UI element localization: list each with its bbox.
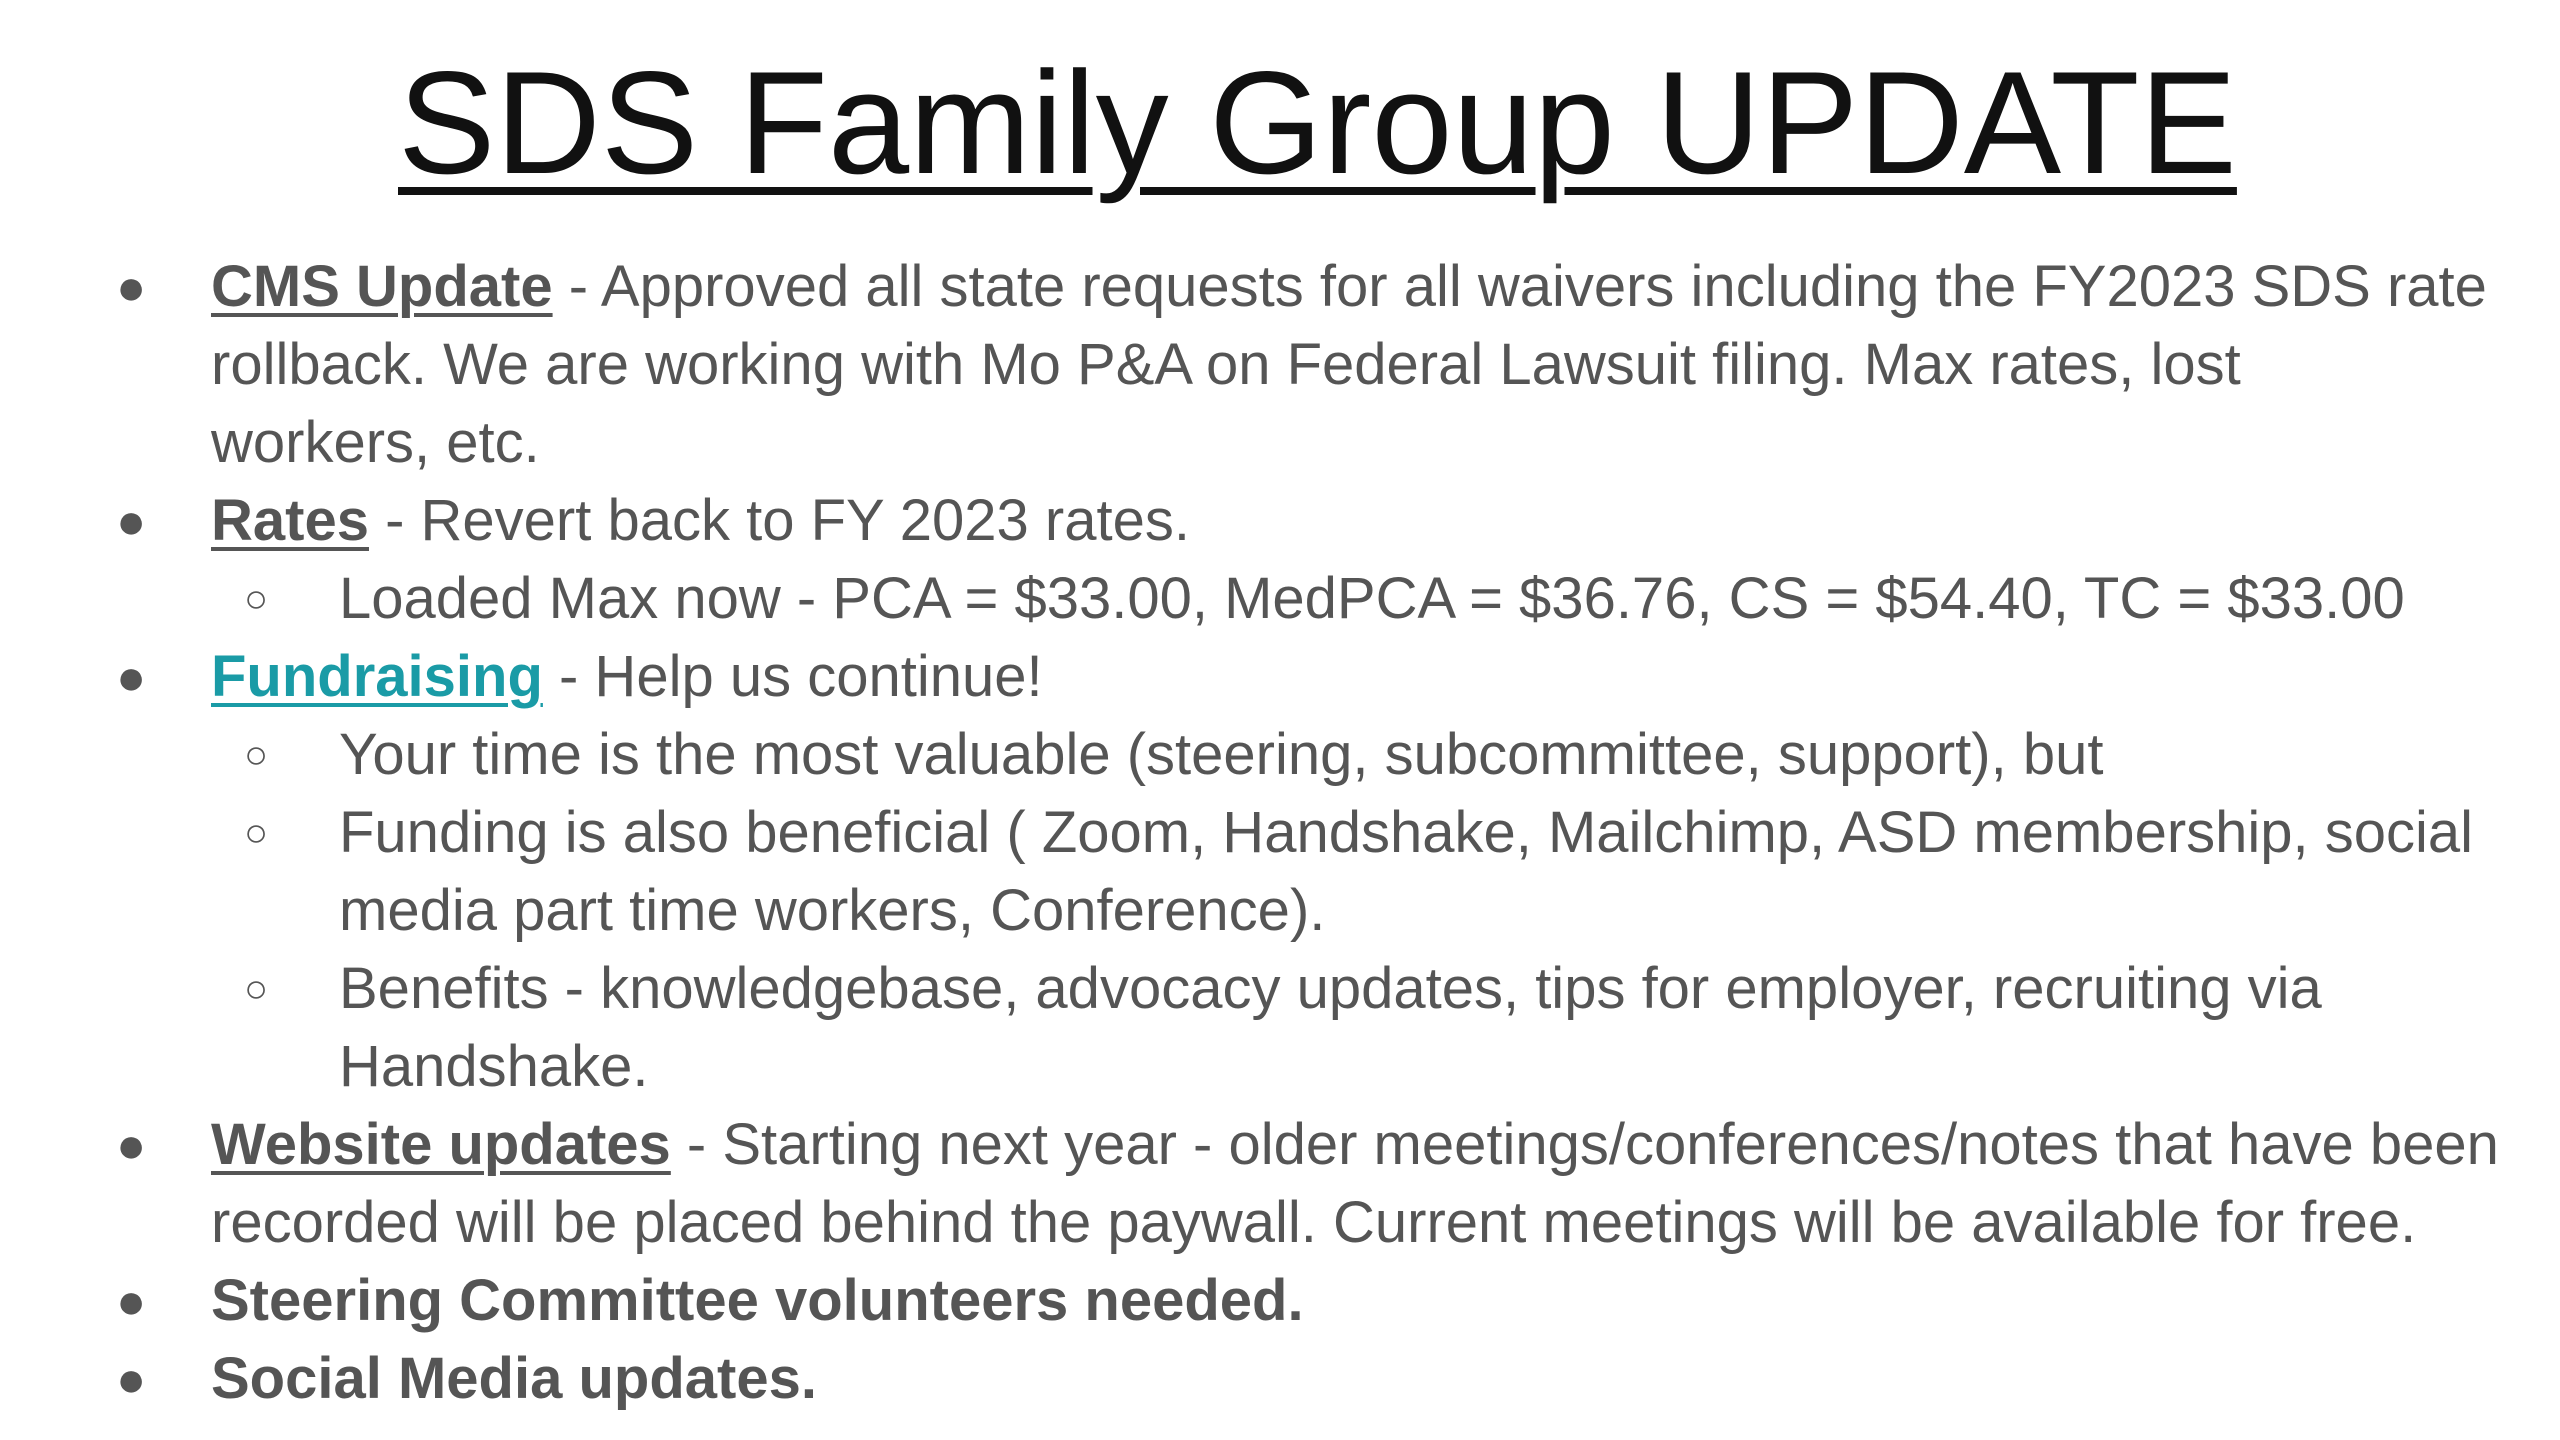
list-item-rates-max <box>0 560 2560 638</box>
list-item-line <box>211 248 2560 326</box>
list-item-fundraising-funding <box>0 794 2560 950</box>
cms-update-text-line2: rollback. We are working with Mo P&A on Federal Lawsuit filing. Max rates, lost <box>211 332 2241 397</box>
list-item-steering-committee <box>0 1262 2560 1340</box>
social-media-text: Social Media updates. <box>211 1346 817 1411</box>
page-title: SDS Family Group UPDATE <box>398 41 2237 204</box>
rates-heading: Rates <box>211 488 369 553</box>
rates-max-text: Loaded Max now - PCA = $33.00, MedPCA = $36.76, CS = $54.40, TC = $33.00 <box>339 566 2405 631</box>
list-item-fundraising-benefits <box>0 950 2560 1106</box>
website-updates-heading: Website updates <box>211 1112 671 1177</box>
bullet-icon: ● <box>116 1117 147 1173</box>
bullet-icon: ● <box>116 493 147 549</box>
bullet-list <box>0 248 2560 1418</box>
website-updates-text: - Starting next year - older meetings/conferences/notes that have been <box>670 1112 2499 1177</box>
website-updates-text-line2: recorded will be placed behind the paywall. Current meetings will be available for free. <box>211 1190 2417 1255</box>
list-item-line <box>211 482 2560 560</box>
list-item-fundraising <box>0 638 2560 716</box>
sub-bullet-icon: ○ <box>244 733 269 777</box>
sub-bullet-icon: ○ <box>244 577 269 621</box>
cms-update-heading: CMS Update <box>211 254 553 319</box>
bullet-icon: ● <box>116 649 147 705</box>
fundraising-funding-text-line2: media part time workers, Conference). <box>339 878 1326 943</box>
list-item-cms-update <box>0 248 2560 482</box>
bullet-icon: ● <box>116 1273 147 1329</box>
list-item-line <box>211 638 2560 716</box>
fundraising-benefits-text-line2: Handshake. <box>339 1034 649 1099</box>
list-item-website-updates <box>0 1106 2560 1262</box>
fundraising-benefits-text: Benefits - knowledgebase, advocacy updates, tips for employer, recruiting via <box>339 956 2322 1021</box>
steering-committee-text: Steering Committee volunteers needed. <box>211 1268 1304 1333</box>
list-item-social-media <box>0 1340 2560 1418</box>
list-item-line <box>211 1106 2560 1184</box>
list-item-fundraising-time <box>0 716 2560 794</box>
fundraising-link[interactable]: Fundraising <box>211 644 543 709</box>
fundraising-time-text: Your time is the most valuable (steering, subcommittee, support), but <box>339 722 2104 787</box>
bullet-icon: ● <box>116 1351 147 1407</box>
fundraising-text: - Help us continue! <box>542 644 1043 709</box>
fundraising-funding-text: Funding is also beneficial ( Zoom, Handshake, Mailchimp, ASD membership, social <box>339 800 2474 865</box>
cms-update-text: - Approved all state requests for all waivers including the FY2023 SDS rate <box>552 254 2487 319</box>
sub-bullet-icon: ○ <box>244 967 269 1011</box>
cms-update-text-line3: workers, etc. <box>211 410 540 475</box>
sub-bullet-icon: ○ <box>244 811 269 855</box>
list-item-rates <box>0 482 2560 560</box>
bullet-icon: ● <box>116 259 147 315</box>
rates-text: - Revert back to FY 2023 rates. <box>368 488 1190 553</box>
